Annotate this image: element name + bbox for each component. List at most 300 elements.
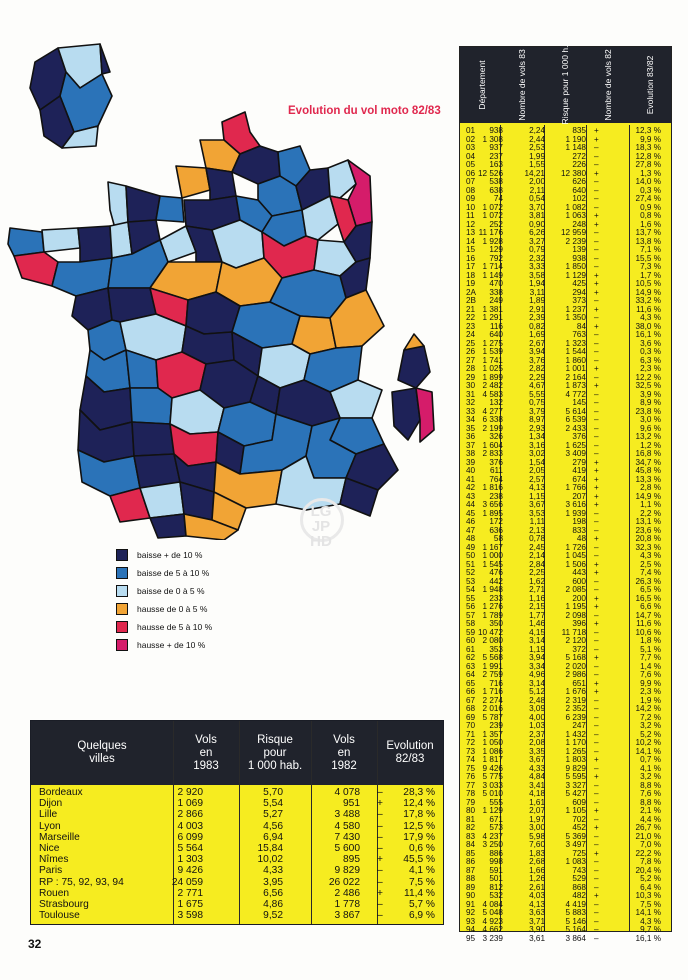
table-cell: – xyxy=(594,670,599,679)
table-cell: Nîmes xyxy=(39,854,69,866)
table-cell: 3 488 xyxy=(334,809,360,821)
cities-header-cell xyxy=(173,721,239,785)
table-cell: 87 xyxy=(466,865,476,875)
table-cell: – xyxy=(594,644,599,654)
department-header-label: Evolution 83/82 xyxy=(645,55,655,115)
table-cell: 2 986 xyxy=(565,670,586,679)
inset-region-c xyxy=(100,44,110,74)
table-cell: 4,03 xyxy=(529,891,545,900)
table-cell: 1 895 xyxy=(482,508,503,518)
table-cell: 132 xyxy=(489,398,503,407)
table-cell: 54 xyxy=(466,585,476,594)
table-cell: 3 250 xyxy=(482,840,503,849)
table-cell: 77 xyxy=(466,780,476,790)
table-cell: 84 xyxy=(466,840,476,849)
table-cell: 3 598 xyxy=(177,910,203,922)
table-cell: 11 718 xyxy=(561,627,586,637)
table-cell: + xyxy=(594,466,599,475)
table-cell: 14,0 % xyxy=(635,177,661,186)
table-cell: + xyxy=(594,678,599,688)
table-cell: – xyxy=(594,780,599,790)
table-cell: 30 xyxy=(466,381,476,390)
table-cell: 34,7 % xyxy=(635,457,661,467)
table-cell: 5,7 % xyxy=(408,898,435,910)
legend-swatch xyxy=(116,567,128,579)
table-cell: 129 xyxy=(489,245,503,254)
table-cell: 764 xyxy=(489,474,503,484)
region-dordogne xyxy=(130,388,172,424)
table-cell: – xyxy=(594,925,599,934)
table-cell: 1,19 xyxy=(529,644,545,654)
table-cell: Bordeaux xyxy=(39,787,83,798)
table-cell: – xyxy=(594,525,599,535)
table-cell: 0,78 xyxy=(529,534,545,543)
table-cell: 45 xyxy=(466,508,476,518)
table-cell: – xyxy=(594,576,599,586)
table-row xyxy=(31,787,443,798)
table-cell: 1,1 % xyxy=(640,500,661,509)
table-row xyxy=(31,899,443,910)
table-cell: – xyxy=(594,840,599,849)
table-cell: 1 050 xyxy=(482,738,503,747)
table-cell: 3,9 % xyxy=(640,389,661,399)
table-cell: 702 xyxy=(572,814,586,824)
table-cell: 5 048 xyxy=(482,908,503,917)
table-cell: 76 xyxy=(466,772,476,781)
table-row xyxy=(31,832,443,843)
table-cell: 5,12 xyxy=(529,687,545,696)
table-cell: 22 xyxy=(466,313,476,322)
table-cell: + xyxy=(594,755,599,764)
table-cell: 743 xyxy=(572,865,586,875)
table-cell: + xyxy=(594,619,599,628)
table-cell: 2,45 xyxy=(529,542,545,552)
table-cell: – xyxy=(594,704,599,713)
table-cell: 1 766 xyxy=(565,483,586,492)
table-row xyxy=(460,935,671,944)
table-cell: 55 xyxy=(466,593,476,603)
department-header-label: Nombre de vols 83 xyxy=(517,49,527,121)
table-cell: 3,16 xyxy=(529,440,545,450)
table-cell: 08 xyxy=(466,185,476,195)
table-cell: 14,2 % xyxy=(635,704,661,713)
table-cell: 4,33 xyxy=(529,763,545,773)
table-cell: 1 899 xyxy=(482,372,503,382)
table-cell: 3,70 xyxy=(529,202,545,212)
table-cell: + xyxy=(594,126,599,135)
table-cell: 0,82 xyxy=(529,321,545,331)
table-cell: 2,8 % xyxy=(640,483,661,492)
table-cell: – xyxy=(594,661,599,671)
table-cell: 1,69 xyxy=(529,330,545,339)
table-cell: 3,33 xyxy=(529,262,545,271)
table-cell: 2,5 % xyxy=(640,559,661,569)
table-cell: 1,54 xyxy=(529,457,545,467)
table-cell: 200 xyxy=(572,593,586,603)
table-cell: 376 xyxy=(489,457,503,467)
table-row xyxy=(31,865,443,876)
table-cell: + xyxy=(594,891,599,900)
table-cell: 4 078 xyxy=(334,787,360,798)
table-cell: 1 105 xyxy=(565,806,586,815)
table-cell: 3,67 xyxy=(529,500,545,509)
region-finistere xyxy=(8,228,44,256)
region-eure xyxy=(156,196,184,222)
table-cell: 1 948 xyxy=(482,585,503,594)
table-cell: 1,97 xyxy=(529,814,545,824)
table-cell: – xyxy=(594,797,599,807)
table-cell: 555 xyxy=(489,797,503,807)
table-cell: 7,5 % xyxy=(408,876,435,888)
table-cell: 3,14 xyxy=(529,636,545,645)
table-row xyxy=(31,877,443,888)
table-cell: 591 xyxy=(489,865,503,875)
table-cell: 4 003 xyxy=(177,820,203,832)
table-cell: 1 716 xyxy=(482,687,503,696)
table-cell: – xyxy=(594,916,599,926)
table-cell: 5 168 xyxy=(565,653,586,662)
table-cell: 1 308 xyxy=(482,134,503,144)
table-cell: 5 564 xyxy=(177,842,203,854)
table-cell: 9,6 % xyxy=(640,423,661,433)
table-cell: 6 099 xyxy=(177,831,203,843)
table-cell: 1 539 xyxy=(482,347,503,356)
table-cell: 9,52 xyxy=(263,910,283,922)
table-cell: – xyxy=(594,440,599,450)
table-cell: 609 xyxy=(572,797,586,807)
table-cell: 1 778 xyxy=(334,898,360,910)
table-cell: + xyxy=(594,211,599,220)
table-cell: + xyxy=(594,304,599,314)
table-cell: 4,96 xyxy=(529,670,545,679)
table-cell: 3,63 xyxy=(529,908,545,917)
table-cell: 1 675 xyxy=(177,898,203,910)
table-cell: – xyxy=(377,865,383,877)
table-cell: 163 xyxy=(489,160,503,169)
table-cell: 2,84 xyxy=(529,559,545,569)
table-cell: 5,54 xyxy=(263,798,283,810)
table-cell: 1 741 xyxy=(482,355,503,365)
table-cell: 1 544 xyxy=(565,347,586,356)
table-cell: – xyxy=(594,857,599,866)
table-cell: 58 xyxy=(466,619,476,628)
table-cell: – xyxy=(594,347,599,356)
legend-swatch xyxy=(116,639,128,651)
table-cell: 626 xyxy=(572,177,586,186)
table-cell: 64 xyxy=(466,670,476,679)
table-cell: 9 426 xyxy=(177,865,203,877)
table-cell: + xyxy=(594,168,599,178)
table-cell: 39 xyxy=(466,457,476,467)
region-morbihan xyxy=(14,252,58,286)
table-cell: 75 xyxy=(466,763,476,773)
table-cell: – xyxy=(594,202,599,212)
table-cell: 4 237 xyxy=(482,831,503,841)
table-cell: 372 xyxy=(572,644,586,654)
table-cell: 10,2 % xyxy=(635,738,661,747)
table-cell: 248 xyxy=(572,219,586,229)
table-cell: 651 xyxy=(572,678,586,688)
table-cell: 5 146 xyxy=(565,916,586,926)
table-cell: 5 614 xyxy=(565,406,586,416)
table-cell: + xyxy=(594,823,599,832)
table-cell: 1 817 xyxy=(482,755,503,764)
table-cell: 86 xyxy=(466,857,476,866)
table-cell: 7,1 % xyxy=(640,245,661,254)
table-cell: 24 059 xyxy=(171,876,203,888)
table-cell: – xyxy=(594,899,599,909)
table-cell: 81 xyxy=(466,814,476,824)
table-cell: 41 xyxy=(466,474,476,484)
table-cell: 27,4 % xyxy=(635,194,661,203)
table-cell: + xyxy=(594,219,599,229)
table-cell: 53 xyxy=(466,576,476,586)
region-corse-sud xyxy=(392,388,420,440)
table-cell: 52 xyxy=(466,568,476,577)
table-cell: 46 xyxy=(466,517,476,526)
table-cell: 25 xyxy=(466,338,476,348)
table-cell: 4,13 xyxy=(529,899,545,909)
table-row xyxy=(31,888,443,899)
table-cell: 02 xyxy=(466,134,476,144)
table-cell: 4,3 % xyxy=(640,313,661,322)
table-cell: 83 xyxy=(466,831,476,841)
table-cell: 2,05 xyxy=(529,466,545,475)
table-cell: 15,5 % xyxy=(635,253,661,263)
table-cell: 16 xyxy=(466,253,476,263)
table-cell: 4,00 xyxy=(529,712,545,722)
table-cell: 2 319 xyxy=(565,695,586,705)
table-cell: Lyon xyxy=(39,820,61,832)
table-cell: – xyxy=(594,236,599,246)
table-cell: 8,8 % xyxy=(640,780,661,790)
table-cell: 3,14 xyxy=(529,678,545,688)
table-cell: 20,4 % xyxy=(635,865,661,875)
table-cell: 716 xyxy=(489,678,503,688)
table-cell: 4,15 xyxy=(529,627,545,637)
table-cell: 2,93 xyxy=(529,423,545,433)
table-cell: 1 350 xyxy=(565,313,586,322)
table-cell: 16,8 % xyxy=(635,449,661,458)
table-cell: 17 xyxy=(466,262,476,271)
table-cell: 24 xyxy=(466,330,476,339)
table-cell: 23 xyxy=(466,321,476,331)
table-cell: RP : 75, 92, 93, 94 xyxy=(39,876,124,888)
table-cell: 6 239 xyxy=(565,712,586,722)
table-cell: 3,94 xyxy=(529,653,545,662)
region-cotes-armor xyxy=(42,228,80,252)
table-cell: 6,3 % xyxy=(640,355,661,365)
table-cell: 671 xyxy=(489,814,503,824)
table-cell: 1 928 xyxy=(482,236,503,246)
table-cell: 2,14 xyxy=(529,551,545,560)
table-cell: – xyxy=(594,262,599,271)
table-cell: – xyxy=(594,542,599,552)
table-cell: 17,9 % xyxy=(403,831,435,843)
table-cell: 4,84 xyxy=(529,772,545,781)
table-cell: + xyxy=(594,806,599,815)
table-cell: 1,89 xyxy=(529,296,545,305)
table-cell: 3,6 % xyxy=(640,338,661,348)
legend-swatch xyxy=(116,603,128,615)
table-cell: 34 xyxy=(466,415,476,424)
table-cell: 4 923 xyxy=(482,916,503,926)
table-cell: 0,9 % xyxy=(640,202,661,212)
table-cell: + xyxy=(594,534,599,543)
table-cell: 1 063 xyxy=(565,211,586,220)
table-cell: 5 369 xyxy=(565,831,586,841)
legend-item xyxy=(116,582,212,600)
table-cell: 2 098 xyxy=(565,610,586,620)
table-row xyxy=(31,843,443,854)
table-cell: 5 010 xyxy=(482,789,503,798)
table-cell: 1 850 xyxy=(565,262,586,271)
table-cell: + xyxy=(594,474,599,484)
table-cell: 6,56 xyxy=(263,887,283,899)
table-cell: 48 xyxy=(466,534,476,543)
table-cell: 32,5 % xyxy=(635,381,661,390)
table-row xyxy=(31,910,443,921)
table-cell: 2,2 % xyxy=(640,508,661,518)
table-cell: 15,84 xyxy=(257,842,283,854)
table-cell: 33,2 % xyxy=(635,296,661,305)
table-cell: 5 775 xyxy=(482,772,503,781)
table-cell: 4,33 xyxy=(263,865,283,877)
cities-header-label: Vols en 1983 xyxy=(193,733,219,772)
table-cell: 10,02 xyxy=(257,854,283,866)
table-cell: 33 xyxy=(466,406,476,416)
table-cell: 13 xyxy=(466,228,476,237)
table-cell: + xyxy=(594,483,599,492)
table-cell: 2,68 xyxy=(529,857,545,866)
table-cell: 32,3 % xyxy=(635,542,661,552)
table-cell: 1,66 xyxy=(529,865,545,875)
table-cell: 10,3 % xyxy=(635,891,661,900)
table-cell: 2 274 xyxy=(482,695,503,705)
table-cell: – xyxy=(377,876,383,888)
table-cell: 10 472 xyxy=(477,627,503,637)
table-cell: 74 xyxy=(466,755,476,764)
table-cell: 1 303 xyxy=(177,854,203,866)
table-cell: 1,11 xyxy=(529,517,545,526)
table-cell: 1 714 xyxy=(482,262,503,271)
table-cell: 833 xyxy=(572,525,586,535)
cities-table-body xyxy=(31,787,443,921)
table-cell: + xyxy=(594,848,599,858)
table-cell: 238 xyxy=(489,491,503,501)
table-cell: – xyxy=(594,355,599,365)
table-cell: 2,82 xyxy=(529,364,545,373)
table-cell: 5 427 xyxy=(565,789,586,798)
table-cell: 2 239 xyxy=(565,236,586,246)
table-cell: 674 xyxy=(572,474,586,484)
table-cell: 49 xyxy=(466,542,476,552)
table-cell: 3 239 xyxy=(482,933,503,943)
table-cell: 951 xyxy=(343,798,360,810)
table-cell: 44 xyxy=(466,500,476,509)
table-cell: 5,2 % xyxy=(640,874,661,883)
department-table-body xyxy=(460,127,671,943)
table-cell: 95 xyxy=(466,933,476,943)
table-cell: + xyxy=(594,457,599,467)
table-cell: 0,54 xyxy=(529,194,545,203)
table-cell: – xyxy=(594,338,599,348)
table-cell: 27,8 % xyxy=(635,160,661,169)
table-cell: 7,8 % xyxy=(640,857,661,866)
table-cell: – xyxy=(594,372,599,382)
table-cell: 3,00 xyxy=(529,823,545,832)
table-cell: 1 083 xyxy=(565,857,586,866)
table-cell: 1 789 xyxy=(482,610,503,620)
table-cell: 16,1 % xyxy=(635,330,661,339)
table-cell: 92 xyxy=(466,908,476,917)
legend-label: baisse + de 10 % xyxy=(137,550,203,560)
table-cell: 102 xyxy=(572,194,586,203)
table-cell: 2 020 xyxy=(565,661,586,671)
table-cell: 61 xyxy=(466,644,476,654)
table-cell: – xyxy=(594,508,599,518)
table-cell: 3,94 xyxy=(529,347,545,356)
table-cell: 1,34 xyxy=(529,432,545,441)
table-cell: + xyxy=(377,798,383,810)
table-cell: – xyxy=(594,313,599,322)
table-cell: 1,77 xyxy=(529,610,545,620)
table-cell: 2A xyxy=(466,287,477,297)
legend-label: baisse de 5 à 10 % xyxy=(137,568,210,578)
table-cell: + xyxy=(594,287,599,297)
table-cell: – xyxy=(594,636,599,645)
table-cell: 2,53 xyxy=(529,143,545,152)
cities-header-label: Vols en 1982 xyxy=(331,733,357,772)
table-cell: 895 xyxy=(343,854,360,866)
table-cell: 1 276 xyxy=(482,602,503,611)
table-cell: – xyxy=(594,908,599,917)
table-cell: 3,34 xyxy=(529,661,545,671)
table-cell: 12,4 % xyxy=(403,798,435,810)
table-cell: 1,7 % xyxy=(640,270,661,280)
table-cell: + xyxy=(594,364,599,373)
table-cell: 0,3 % xyxy=(640,347,661,356)
table-cell: + xyxy=(594,653,599,662)
table-cell: – xyxy=(377,910,383,922)
table-row xyxy=(31,821,443,832)
table-cell: 1,9 % xyxy=(640,695,661,705)
table-cell: 2,08 xyxy=(529,738,545,747)
table-cell: 14,21 xyxy=(524,168,545,178)
table-cell: 2,13 xyxy=(529,525,545,535)
table-cell: Strasbourg xyxy=(39,898,89,910)
region-corse-east xyxy=(416,388,434,442)
table-cell: – xyxy=(594,330,599,339)
table-cell: 3,11 xyxy=(529,287,545,297)
table-cell: 252 xyxy=(489,219,503,229)
table-cell: 1 625 xyxy=(565,440,586,450)
table-cell: 32 xyxy=(466,398,476,407)
table-cell: 4,13 xyxy=(529,483,545,492)
table-cell: 26,3 % xyxy=(635,576,661,586)
table-cell: 207 xyxy=(572,491,586,501)
table-cell: 3,81 xyxy=(529,211,545,220)
table-cell: + xyxy=(594,593,599,603)
table-cell: 2,07 xyxy=(529,806,545,815)
table-cell: 7,0 % xyxy=(640,840,661,849)
table-cell: 2,67 xyxy=(529,338,545,348)
table-cell: 90 xyxy=(466,891,476,900)
table-cell: 4,3 % xyxy=(640,551,661,560)
table-cell: 3 656 xyxy=(482,500,503,509)
table-cell: – xyxy=(594,160,599,169)
table-cell: 529 xyxy=(572,874,586,883)
